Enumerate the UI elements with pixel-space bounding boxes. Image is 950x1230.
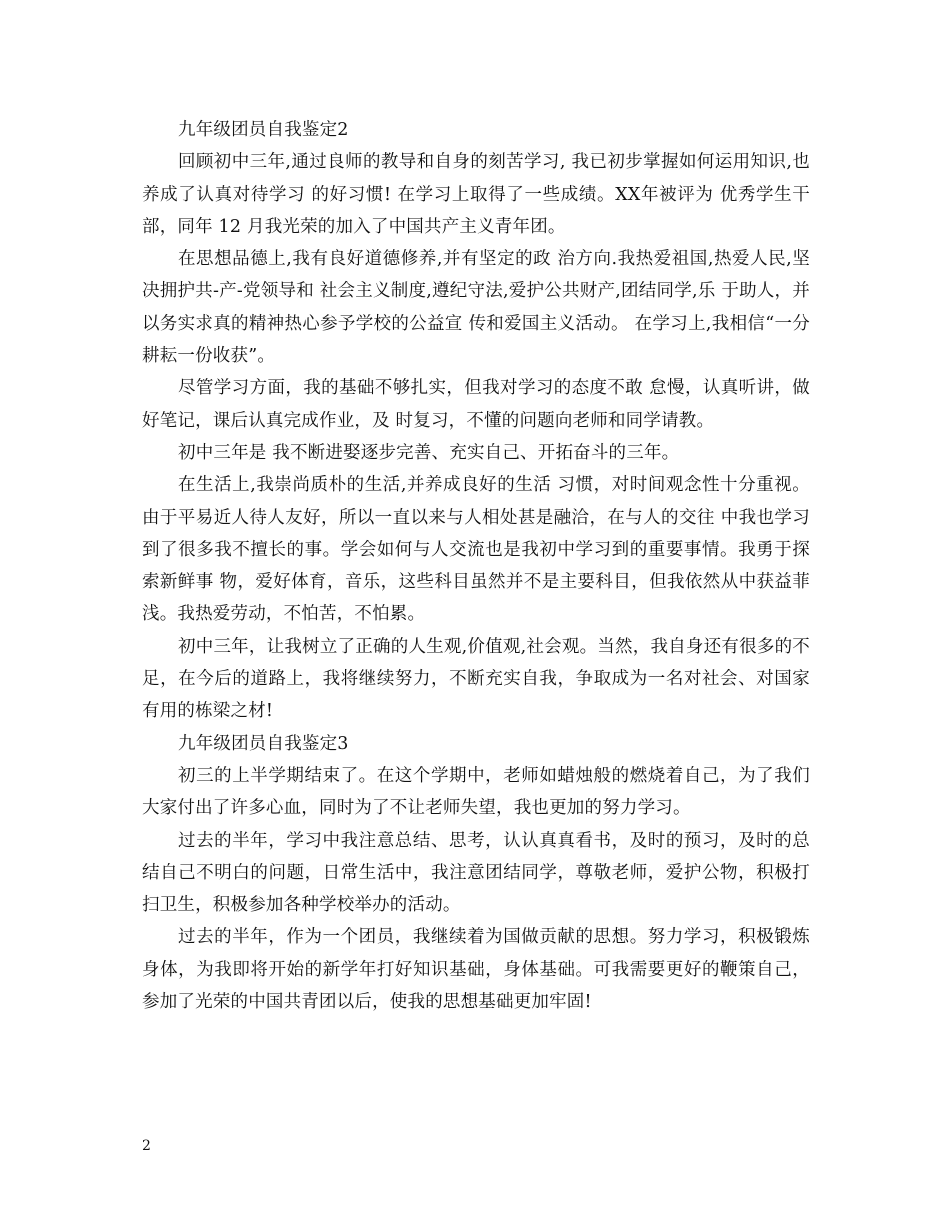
paragraph: 初中三年是 我不断进娶逐步完善、充实自己、开拓奋斗的三年。: [178, 442, 680, 463]
document-body: [142, 114, 810, 1018]
paragraph: 过去的半年，作为一个团员，我继续着为国做贡献的思想。努力学习，积极锻炼身体，为我即将开始的新学年打好知识基础，身体基础。可我需要更好的鞭策自己，参加了光荣的中国共青团以后，使我的思想基础更加牢固!: [142, 927, 810, 1013]
section-heading: 九年级团员自我鉴定2: [178, 120, 349, 140]
page-number: 2: [142, 1138, 151, 1154]
paragraph: 在思想品德上,我有良好道德修养,并有坚定的政 治方向.我热爱祖国,热爱人民,坚决拥护共-产-党领导和 社会主义制度,遵纪守法,爱护公共财产,团结同学,乐 于助人，并以务实求真的精神热心参予学校的公益宣 传和爱国主义活动。 在学习上,我相信“一分耕耘一份收获”。: [142, 249, 810, 367]
paragraph: 过去的半年，学习中我注意总结、思考，认认真真看书，及时的预习，及时的总结自己不明白的问题，日常生活中，我注意团结同学，尊敬老师，爱护公物，积极打扫卫生，积极参加各种学校举办的活动。: [142, 830, 810, 916]
paragraph: 尽管学习方面，我的基础不够扎实，但我对学习的态度不敢 怠慢，认真听讲，做好笔记，课后认真完成作业，及 时复习，不懂的问题向老师和同学请教。: [142, 378, 810, 431]
paragraph: 初三的上半学期结束了。在这个学期中，老师如蜡烛般的燃烧着自己，为了我们大家付出了许多心血，同时为了不让老师失望，我也更加的努力学习。: [142, 765, 810, 819]
paragraph: 初中三年，让我树立了正确的人生观,价值观,社会观。当然，我自身还有很多的不足，在今后的道路上，我将继续努力，不断充实自我，争取成为一名对社会、对国家有用的栋梁之材!: [142, 636, 810, 722]
paragraph: 回顾初中三年,通过良师的教导和自身的刻苦学习, 我已初步掌握如何运用知识,也养成了认真对待学习 的好习惯! 在学习上取得了一些成绩。XX年被评为 优秀学生干部，同年 12 月我光荣的加入了中国共产主义青年团。: [142, 152, 810, 237]
section-heading: 九年级团员自我鉴定3: [178, 733, 349, 754]
paragraph: 在生活上,我崇尚质朴的生活,并养成良好的生活 习惯，对时间观念性十分重视。由于平易近人待人友好，所以一直以来与人相处甚是融洽，在与人的交往 中我也学习到了很多我不擅长的事。学会如何与人交流也是我初中学习到的重要事情。我勇于探索新鲜事 物，爱好体育，音乐，这些科目虽然并不是主要科目，但我依然从中获益菲浅。我热爱劳动，不怕苦，不怕累。: [142, 475, 810, 625]
